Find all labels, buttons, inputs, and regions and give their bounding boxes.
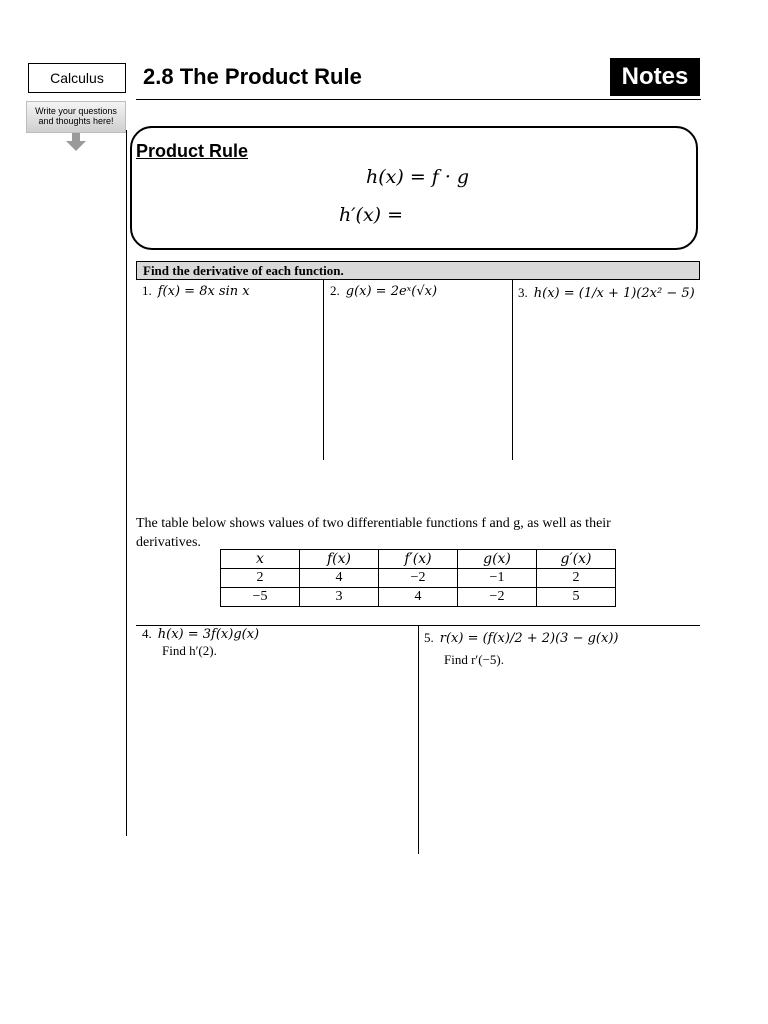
table-cell: 2: [221, 569, 300, 588]
table-header: x: [221, 550, 300, 569]
problem-expression: g(x) = 2eˣ(√x): [345, 284, 438, 299]
table-header: f′(x): [379, 550, 458, 569]
problem-5-task: [444, 652, 504, 668]
problem-number: 3.: [518, 285, 528, 300]
problem-1: [142, 283, 250, 299]
problem-task: Find r′(−5).: [444, 652, 505, 667]
problem-4-task: [162, 643, 217, 659]
table-cell: 2: [537, 569, 616, 588]
product-rule-formula: h(x) = f · g: [366, 166, 470, 188]
table-cell: −2: [458, 588, 537, 607]
margin-line: [126, 130, 127, 836]
table-header-row: [221, 550, 616, 569]
table-cell: −1: [458, 569, 537, 588]
table-header: f(x): [300, 550, 379, 569]
derivatives-heading: Find the derivative of each function.: [136, 261, 700, 280]
table-cell: 5: [537, 588, 616, 607]
problem-expression: r(x) = (f(x)/2 + 2)(3 − g(x)): [439, 631, 619, 646]
values-table: [220, 549, 616, 607]
table-cell: 4: [379, 588, 458, 607]
problem-number: 2.: [330, 283, 340, 298]
table-header: g(x): [458, 550, 537, 569]
column-divider: [323, 280, 324, 460]
table-row: [221, 569, 616, 588]
problem-2: [330, 283, 437, 299]
table-cell: 4: [300, 569, 379, 588]
table-cell: −2: [379, 569, 458, 588]
problem-expression: h(x) = (1/x + 1)(2x² − 5): [533, 286, 695, 301]
down-arrow-icon: [66, 133, 86, 151]
problem-expression: h(x) = 3f(x)g(x): [157, 627, 260, 642]
problem-expression: f(x) = 8x sin x: [157, 284, 250, 299]
problem-3: [518, 285, 695, 301]
table-row: [221, 588, 616, 607]
course-label: Calculus: [28, 63, 126, 93]
column-divider: [512, 280, 513, 460]
problem-number: 5.: [424, 630, 434, 645]
table-cell: 3: [300, 588, 379, 607]
table-cell: −5: [221, 588, 300, 607]
page-title: 2.8 The Product Rule: [143, 64, 362, 89]
problem-number: 1.: [142, 283, 152, 298]
product-rule-heading: Product Rule: [136, 141, 249, 161]
header-divider: [136, 99, 701, 100]
table-header: g′(x): [537, 550, 616, 569]
problem-5: [424, 630, 618, 646]
derivative-blank: h′(x) =: [339, 204, 404, 226]
problem-4: [142, 626, 259, 642]
table-intro: The table below shows values of two differentiable functions f and g, as well as their derivatives.: [136, 516, 611, 550]
problem-task: Find h′(2).: [162, 643, 217, 658]
problem-number: 4.: [142, 626, 152, 641]
column-divider: [418, 626, 419, 854]
sidebar-hint: Write your questions and thoughts here!: [26, 101, 126, 133]
notes-badge: Notes: [610, 58, 700, 96]
